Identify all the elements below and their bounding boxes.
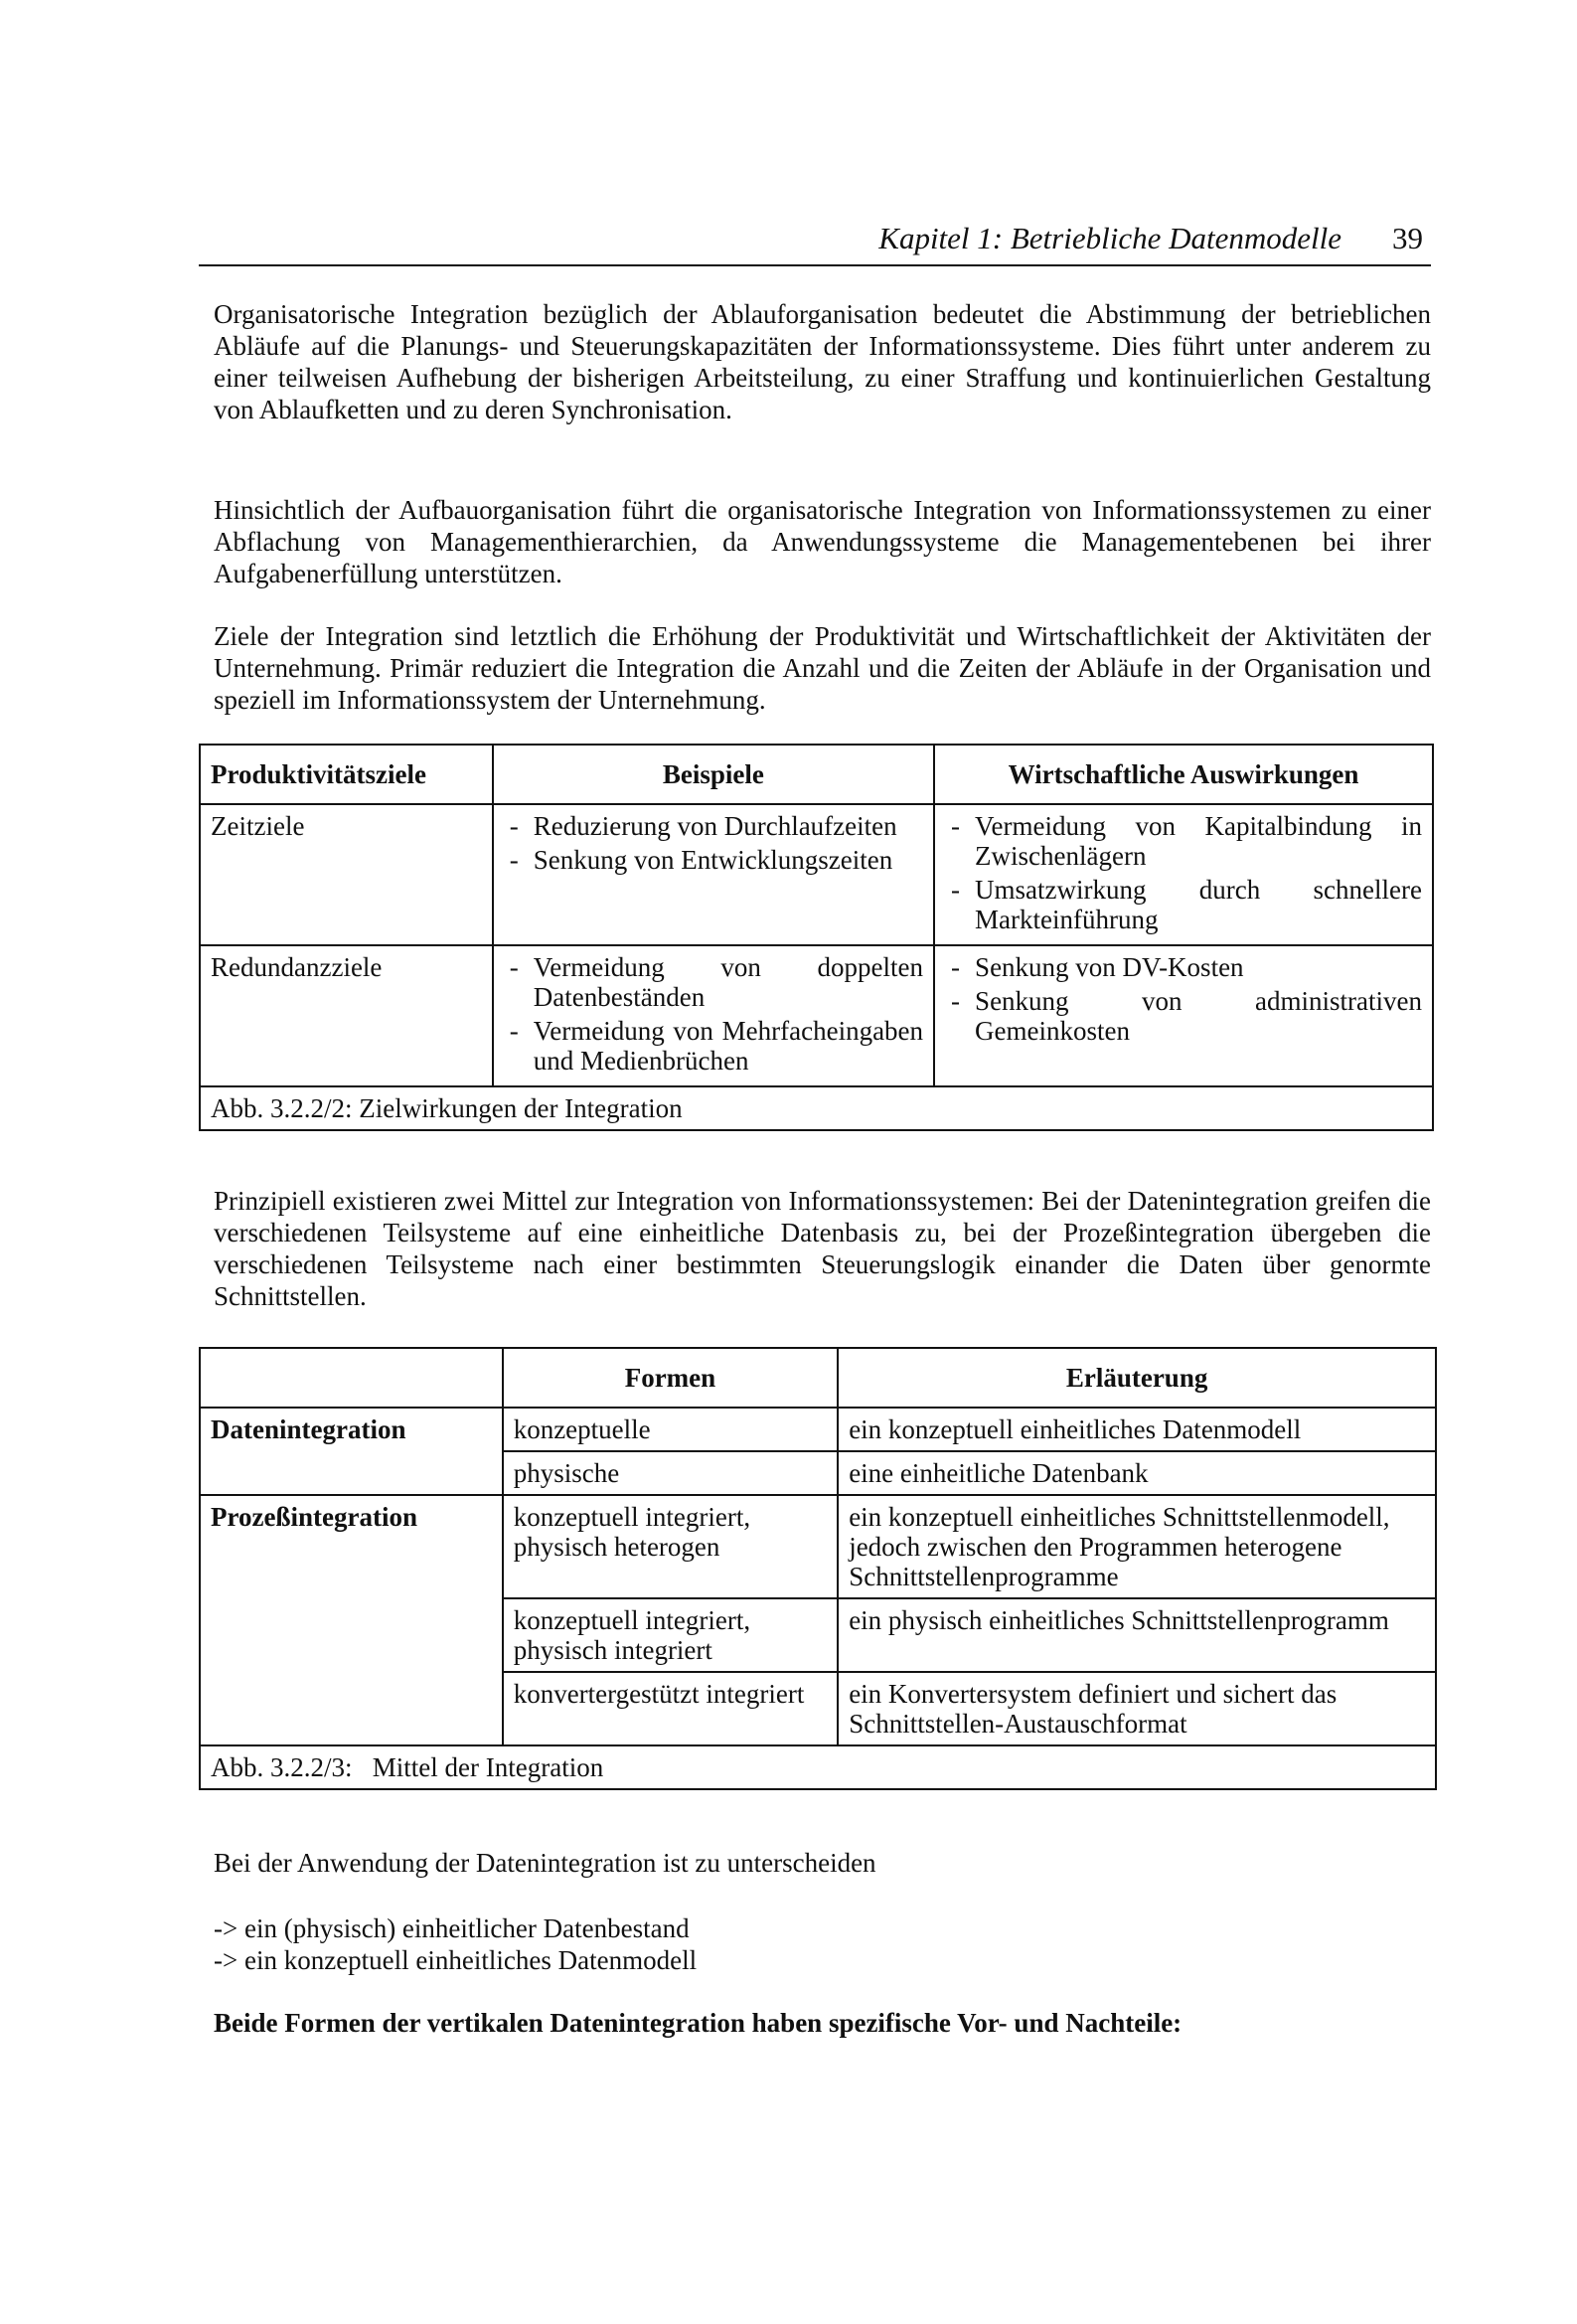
- row-label-redundanzziele: Redundanzziele: [200, 945, 493, 1086]
- explanation-cell: ein konzeptuell einheitliches Datenmodell: [838, 1408, 1436, 1451]
- caption-text: Mittel der Integration: [372, 1752, 604, 1782]
- closing-final: Beide Formen der vertikalen Datenintegration haben spezifische Vor- und Nachteile:: [214, 2008, 1183, 2038]
- paragraph-ziele: Ziele der Integration sind letztlich die Erhöhung der Produktivität und Wirtschaftlichkeit der Aktivitäten der Unternehmung. Primär reduziert die Integration die Anzahl und die Zeiten der Abläufe in der Organisation und speziell im Informationssystem der Unternehmung.: [214, 621, 1431, 715]
- list-item: - Umsatzwirkung durch schnellere Markteinführung: [945, 875, 1422, 934]
- form-cell: konzeptuell integriert, physisch integriert: [503, 1598, 838, 1672]
- row-label-zeitziele: Zeitziele: [200, 804, 493, 945]
- examples-cell: [493, 804, 934, 945]
- form-cell: konzeptuelle: [503, 1408, 838, 1451]
- header-beispiele: Beispiele: [493, 745, 934, 804]
- explanation-cell: ein konzeptuell einheitliches Schnittstellenmodell, jedoch zwischen den Programmen heterogene Schnittstellenprogramme: [838, 1495, 1436, 1598]
- examples-cell: [493, 945, 934, 1086]
- form-cell: konzeptuell integriert, physisch heterogen: [503, 1495, 838, 1598]
- table-row: [200, 1495, 1436, 1598]
- table-mittel-der-integration: [199, 1347, 1437, 1790]
- table-row: [200, 804, 1433, 945]
- bullet-datenmodell: -> ein konzeptuell einheitliches Datenmodell: [214, 1945, 698, 1975]
- header-empty: [200, 1348, 503, 1408]
- row-label-datenintegration: Datenintegration: [200, 1408, 503, 1495]
- table-row: [200, 945, 1433, 1086]
- list-item: - Vermeidung von Mehrfacheingaben und Medienbrüchen: [504, 1016, 923, 1076]
- effects-cell: [934, 945, 1433, 1086]
- paragraph-mittel: Prinzipiell existieren zwei Mittel zur Integration von Informationssystemen: Bei der Datenintegration greifen die verschiedenen Teilsysteme auf eine einheitliche Datenbasis zu, bei der Prozeßintegration übergeben die verschiedenen Teilsysteme nach einer bestimmten Steuerungslogik einander die Daten über genormte Schnittstellen.: [214, 1186, 1431, 1311]
- list-item: - Senkung von Entwicklungszeiten: [504, 845, 923, 875]
- explanation-cell: ein physisch einheitliches Schnittstellenprogramm: [838, 1598, 1436, 1672]
- list-item: - Senkung von DV-Kosten: [945, 952, 1422, 982]
- table-header-row: [200, 1348, 1436, 1408]
- row-label-prozessintegration: Prozeßintegration: [200, 1495, 503, 1745]
- header-auswirkungen: Wirtschaftliche Auswirkungen: [934, 745, 1433, 804]
- caption-row: [200, 1745, 1436, 1789]
- bullet-datenbestand: -> ein (physisch) einheitlicher Datenbestand: [214, 1913, 690, 1943]
- paragraph-ablauforganisation: Organisatorische Integration bezüglich der Ablauforganisation bedeutet die Abstimmung der betrieblichen Abläufe auf die Planungs- und Steuerungskapazitäten der Informationssysteme. Dies führt unter anderem zu einer teilweisen Aufhebung der bisherigen Arbeitsteilung, zu einer Straffung und kontinuierlichen Gestaltung von Ablaufketten und zu deren Synchronisation.: [214, 299, 1431, 424]
- list-item: - Vermeidung von Kapitalbindung in Zwischenlägern: [945, 811, 1422, 871]
- header-formen: Formen: [503, 1348, 838, 1408]
- table-zielwirkungen: [199, 744, 1434, 1131]
- header-produktivitaetsziele: Produktivitätsziele: [200, 745, 493, 804]
- explanation-cell: eine einheitliche Datenbank: [838, 1451, 1436, 1495]
- form-cell: konvertergestützt integriert: [503, 1672, 838, 1745]
- list-item: - Senkung von administrativen Gemeinkosten: [945, 986, 1422, 1046]
- effects-cell: [934, 804, 1433, 945]
- table-row: [200, 1408, 1436, 1451]
- list-item: - Reduzierung von Durchlaufzeiten: [504, 811, 923, 841]
- table-header-row: [200, 745, 1433, 804]
- caption-row: [200, 1086, 1433, 1130]
- closing-intro: Bei der Anwendung der Datenintegration ist zu unterscheiden: [214, 1848, 876, 1878]
- figure-caption: Abb. 3.2.2/2: Zielwirkungen der Integration: [200, 1086, 1433, 1130]
- figure-caption: [200, 1745, 1436, 1789]
- paragraph-aufbauorganisation: Hinsichtlich der Aufbauorganisation führt die organisatorische Integration von Informationssystemen zu einer Abflachung von Managementhierarchien, da Anwendungssysteme die Managementebenen bei ihrer Aufgabenerfüllung unterstützen.: [214, 495, 1431, 588]
- form-cell: physische: [503, 1451, 838, 1495]
- page-number: 39: [1392, 221, 1423, 255]
- header-erlaeuterung: Erläuterung: [838, 1348, 1436, 1408]
- list-item: - Vermeidung von doppelten Datenbeständen: [504, 952, 923, 1012]
- page-header: [199, 221, 1431, 266]
- caption-label: Abb. 3.2.2/3:: [211, 1752, 353, 1782]
- explanation-cell: ein Konvertersystem definiert und sichert das Schnittstellen-Austauschformat: [838, 1672, 1436, 1745]
- chapter-title: Kapitel 1: Betriebliche Datenmodelle: [878, 221, 1341, 255]
